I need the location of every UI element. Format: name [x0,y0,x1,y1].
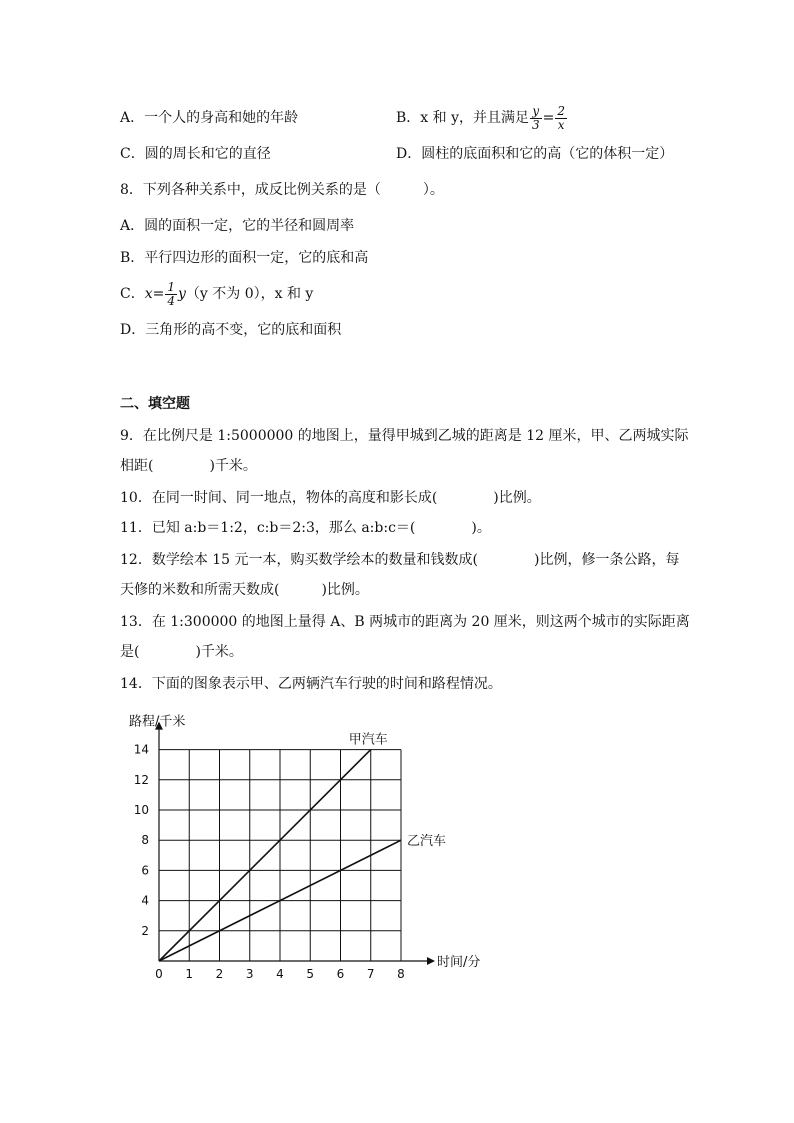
q7-fraction-1-numerator: y [530,105,542,119]
q7-option-b-equals: = [542,110,555,126]
x-axis-arrow-icon [427,957,435,965]
series-label: 甲汽车 [348,732,388,748]
q9-line-1: 9．在比例尺是 1:5000000 的地图上，量得甲城到乙城的距离是 12 厘米，甲、乙两城实际 [120,428,689,444]
x-tick-label: 3 [245,967,254,980]
y-tick-label: 12 [133,772,149,787]
q11-text: 11．已知 a:b＝1:2，c:b＝2:3，那么 a:b:c＝( )。 [120,520,491,536]
q7-fraction-1-denominator: 3 [532,117,540,132]
q8-option-d: D．三角形的高不变，它的底和面积 [120,322,342,338]
y-tick-label: 10 [133,803,149,817]
x-tick-label: 1 [185,967,194,980]
section-title: 二、填空题 [120,396,190,412]
q13-line-2: 是( )千米。 [120,644,243,660]
q8-option-c [120,280,313,308]
q8-option-c-y: y [178,286,186,302]
q7-fraction-2-denominator: x [557,117,565,132]
y-tick-label: 4 [141,893,149,908]
q8-option-c-x: x [144,286,153,302]
distance-time-chart [110,700,510,980]
y-tick-label: 6 [141,863,149,878]
q8-option-c-condition: （y 不为 0），x 和 y [185,286,314,302]
q9-line-2: 相距( )千米。 [120,458,257,474]
x-tick-label: 8 [397,967,405,980]
q14-stem: 14．下面的图象表示甲、乙两辆汽车行驶的时间和路程情况。 [120,676,502,692]
x-tick-label: 4 [276,967,284,980]
y-tick-label: 14 [133,742,149,757]
x-tick-label: 6 [336,967,345,980]
q8-option-c-equals: = [152,286,165,302]
q7-option-b [396,104,568,132]
x-tick-label: 2 [215,967,224,980]
x-tick-label: 0 [155,967,163,980]
q7-option-b-fraction-2 [555,105,567,132]
q8-option-c-label: C． [120,286,145,302]
y-axis-label: 路程/千米 [129,714,186,730]
q13-line-1: 13．在 1:300000 的地图上量得 A、B 两城市的距离为 20 厘米，则这两个城市的实际距离 [120,614,690,630]
q7-option-a: A．一个人的身高和她的年龄 [120,110,299,126]
q8-option-a: A．圆的面积一定，它的半径和圆周率 [120,218,355,234]
q8-fraction-numerator: 1 [167,279,175,294]
chart-grid [159,750,401,961]
q7-option-d: D．圆柱的底面积和它的高（它的体积一定） [396,146,674,162]
y-tick-label: 8 [141,833,149,848]
q7-option-b-text: B．x 和 y，并且满足 [396,110,529,126]
chart-labels [129,714,480,980]
q12-line-2: 天修的米数和所需天数成( )比例。 [120,582,369,598]
series-label: 乙汽车 [407,834,447,850]
x-tick-label: 7 [366,967,375,980]
q7-option-c: C．圆的周长和它的直径 [120,146,271,162]
q8-stem: 8．下列各种关系中，成反比例关系的是（ ）。 [120,182,444,198]
q7-option-b-fraction-1 [530,105,542,132]
q12-line-1: 12．数学绘本 15 元一本，购买数学绘本的数量和钱数成( )比例，修一条公路，每 [120,552,680,568]
q10-text: 10．在同一时间、同一地点，物体的高度和影长成( )比例。 [120,490,541,506]
series-line [159,750,371,961]
q7-fraction-2-numerator: 2 [557,103,566,118]
y-tick-label: 2 [141,923,149,938]
q8-option-c-fraction [165,281,177,308]
q8-fraction-denominator: 4 [167,293,175,308]
x-axis-label: 时间/分 [437,955,481,970]
x-tick-label: 5 [306,967,315,980]
q8-option-b: B．平行四边形的面积一定，它的底和高 [120,250,369,266]
